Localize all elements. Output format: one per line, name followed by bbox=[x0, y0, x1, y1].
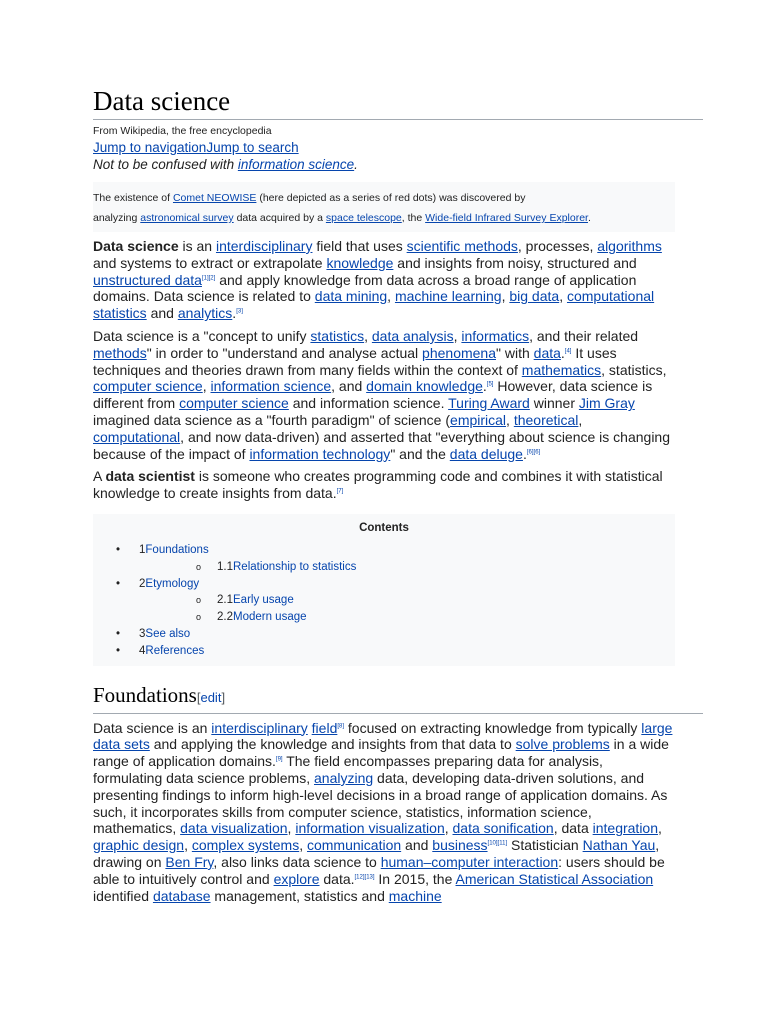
article-link[interactable]: empirical bbox=[450, 411, 507, 428]
image-caption bbox=[93, 182, 675, 232]
toc-label: References bbox=[145, 644, 205, 657]
bracket: [ bbox=[196, 689, 201, 705]
article-link[interactable]: data analysis bbox=[371, 327, 454, 344]
text: field that uses bbox=[312, 238, 407, 254]
citation[interactable]: [6][6] bbox=[526, 448, 541, 455]
toc-number: 2.1 bbox=[217, 594, 233, 607]
toc-link-references[interactable] bbox=[139, 643, 204, 660]
article-link[interactable]: knowledge bbox=[326, 254, 394, 271]
citation[interactable]: [8] bbox=[337, 722, 345, 729]
text: Data science is a "concept to unify bbox=[93, 327, 311, 344]
table-of-contents bbox=[93, 514, 675, 666]
caption-link[interactable]: space telescope bbox=[325, 212, 402, 224]
hatnote bbox=[93, 156, 675, 174]
citation[interactable]: [7] bbox=[336, 488, 344, 495]
bullet-icon: • bbox=[116, 644, 121, 657]
article-link[interactable]: information science bbox=[210, 378, 332, 395]
article-link[interactable]: scientific methods bbox=[406, 238, 518, 254]
text: data, developing data-driven solutions, and presenting findings to inform high-level decisions in a broad range of application domains. As such, it incorporates skills from computer science, statistics, information science, mathematics, bbox=[93, 769, 668, 837]
toc-number: 1 bbox=[139, 543, 146, 556]
text: and bbox=[401, 837, 433, 854]
text: . bbox=[482, 378, 487, 395]
jump-to-search-link[interactable]: Jump to search bbox=[206, 140, 299, 155]
article-link[interactable]: analyzing bbox=[314, 769, 374, 786]
text: , bbox=[364, 327, 372, 344]
text: and information science. bbox=[288, 395, 449, 412]
text: winner bbox=[529, 395, 579, 412]
citation[interactable]: [5] bbox=[486, 381, 494, 388]
text: " with bbox=[496, 344, 534, 361]
toc-item bbox=[93, 559, 675, 576]
text: Statistician bbox=[507, 837, 583, 854]
caption-link[interactable]: Wide-field Infrared Survey Explorer bbox=[425, 212, 588, 224]
edit-section bbox=[197, 690, 225, 705]
citation[interactable]: [3] bbox=[236, 308, 243, 315]
caption-text: data acquired by a bbox=[233, 212, 326, 224]
toc-link-etymology[interactable] bbox=[139, 576, 199, 593]
text: Data science is an bbox=[93, 719, 212, 736]
article-link[interactable]: unstructured data bbox=[93, 271, 202, 288]
article-link[interactable]: data visualization bbox=[180, 820, 288, 837]
article-link[interactable]: Ben Fry bbox=[165, 853, 214, 870]
text: is an bbox=[178, 238, 216, 254]
article-link[interactable]: domain knowledge bbox=[366, 378, 483, 395]
text: and bbox=[146, 305, 178, 322]
text: , and now data-driven) and asserted that "everything about science is changing because of the impact of bbox=[93, 428, 671, 462]
article-link[interactable]: business bbox=[432, 837, 488, 854]
article-link[interactable]: data sets bbox=[93, 736, 150, 753]
toc-link-early-usage[interactable] bbox=[217, 592, 294, 609]
bold-term: data scientist bbox=[105, 468, 195, 485]
text: : users should be able to intuitively control and bbox=[93, 853, 665, 887]
text: identified bbox=[93, 887, 153, 904]
article-link[interactable]: theoretical bbox=[513, 411, 579, 428]
text: , bbox=[506, 411, 514, 428]
article-link[interactable]: informatics bbox=[461, 327, 530, 344]
article-link[interactable]: field bbox=[311, 719, 338, 736]
article-link[interactable]: graphic design bbox=[93, 837, 185, 854]
bullet-icon: • bbox=[116, 627, 121, 640]
text: and insights from noisy, structured and bbox=[393, 254, 637, 271]
text: , bbox=[387, 288, 395, 305]
text: . bbox=[560, 344, 565, 361]
article-link[interactable]: Turing Award bbox=[448, 395, 530, 412]
text: , bbox=[453, 327, 462, 344]
toc-item bbox=[93, 576, 675, 593]
circle-bullet-icon: o bbox=[196, 595, 202, 606]
citation[interactable]: [9] bbox=[275, 756, 283, 763]
text: , and their related bbox=[529, 327, 639, 344]
article-link[interactable]: data bbox=[533, 344, 561, 361]
toc-label: Foundations bbox=[145, 543, 209, 556]
text: However, data science is different from bbox=[93, 378, 653, 412]
bracket: ] bbox=[221, 689, 226, 705]
citation[interactable]: [1][2] bbox=[201, 274, 216, 281]
toc-item bbox=[93, 626, 675, 643]
article-link[interactable]: data sonification bbox=[452, 820, 554, 837]
article-link[interactable]: data deluge bbox=[449, 445, 523, 462]
article-link[interactable]: information technology bbox=[249, 445, 391, 462]
article-link[interactable]: big data bbox=[509, 288, 560, 305]
text: , also links data science to bbox=[213, 853, 381, 870]
section-heading-foundations bbox=[93, 682, 703, 714]
toc-label: Modern usage bbox=[233, 611, 307, 624]
article-link[interactable]: large bbox=[641, 719, 673, 736]
caption-text: The existence of bbox=[93, 192, 173, 204]
article-link[interactable]: computational bbox=[93, 428, 181, 445]
text: , bbox=[202, 378, 211, 395]
toc-link-modern-usage[interactable] bbox=[217, 609, 307, 626]
circle-bullet-icon: o bbox=[196, 561, 202, 572]
article-link[interactable]: computer science bbox=[93, 378, 203, 395]
text: , drawing on bbox=[93, 837, 660, 870]
caption-text: analyzing bbox=[93, 212, 141, 224]
edit-section-link[interactable]: edit bbox=[200, 689, 222, 705]
caption-link[interactable]: astronomical survey bbox=[140, 212, 234, 224]
page-title: Data science bbox=[93, 84, 703, 120]
foundations-paragraph bbox=[93, 720, 675, 905]
text: , bbox=[184, 837, 192, 854]
text: and apply knowledge from data across a broad range of application domains. Data science is related to bbox=[93, 271, 637, 305]
hatnote-text: . bbox=[354, 157, 358, 172]
hatnote-text: Not to be confused with bbox=[93, 157, 238, 172]
article-link[interactable]: methods bbox=[93, 344, 147, 361]
article-link[interactable]: communication bbox=[306, 837, 402, 854]
bold-term: Data science bbox=[93, 238, 179, 254]
toc-number: 2 bbox=[139, 577, 146, 590]
article-link[interactable]: phenomena bbox=[422, 344, 496, 361]
toc-item bbox=[93, 643, 675, 660]
citation[interactable]: [4] bbox=[564, 348, 572, 355]
toc-number: 2.2 bbox=[217, 611, 233, 624]
toc-number: 3 bbox=[139, 627, 146, 640]
text: focused on extracting knowledge from typically bbox=[344, 719, 642, 736]
toc-label: Relationship to statistics bbox=[233, 560, 357, 573]
caption-text: , the bbox=[401, 212, 426, 224]
toc-number: 4 bbox=[139, 644, 146, 657]
text: , bbox=[658, 820, 662, 837]
article-link[interactable]: machine bbox=[388, 887, 442, 904]
text: , bbox=[299, 837, 307, 854]
article-link[interactable]: mathematics bbox=[521, 361, 602, 378]
intro-paragraph-1 bbox=[93, 238, 675, 322]
text: , processes, bbox=[517, 238, 598, 254]
text: imagined data science as a "fourth paradigm" of science ( bbox=[93, 411, 451, 428]
circle-bullet-icon: o bbox=[196, 612, 202, 623]
toc-link-see-also[interactable] bbox=[139, 626, 190, 643]
article-link[interactable]: statistics bbox=[310, 327, 365, 344]
jump-links bbox=[93, 140, 675, 156]
citation[interactable]: [12][13] bbox=[354, 874, 375, 881]
text: , bbox=[578, 411, 583, 428]
text: In 2015, the bbox=[374, 870, 456, 887]
article-link[interactable]: algorithms bbox=[597, 238, 662, 254]
toc-title: Contents bbox=[359, 521, 409, 534]
text: and systems to extract or extrapolate bbox=[93, 254, 327, 271]
article-link[interactable]: computational statistics bbox=[93, 288, 655, 322]
toc-label: Etymology bbox=[145, 577, 200, 590]
text: " in order to "understand and analyse actual bbox=[146, 344, 423, 361]
text: , bbox=[501, 288, 510, 305]
intro-paragraph-3 bbox=[93, 468, 675, 502]
intro-paragraph-2 bbox=[93, 328, 675, 462]
article-link[interactable]: American Statistical Association bbox=[455, 870, 654, 887]
toc-item bbox=[93, 592, 675, 609]
article-link[interactable]: interdisciplinary bbox=[211, 719, 308, 736]
toc-label: See also bbox=[145, 627, 191, 640]
text: . bbox=[522, 445, 527, 462]
text: in a wide range of application domains. bbox=[93, 736, 669, 770]
text: A bbox=[93, 468, 106, 485]
text: is someone who creates programming code and combines it with statistical knowledge to create insights from data. bbox=[93, 468, 663, 502]
article-link[interactable]: solve problems bbox=[515, 736, 610, 753]
text: The field encompasses preparing data for analysis, formulating data science problems, bbox=[93, 753, 603, 786]
citation[interactable]: [10][11] bbox=[487, 840, 508, 847]
text: , bbox=[559, 288, 567, 305]
article-link[interactable]: Jim Gray bbox=[578, 395, 635, 412]
text: management, statistics and bbox=[210, 887, 389, 904]
toc-number: 1.1 bbox=[217, 560, 233, 573]
article-link[interactable]: explore bbox=[273, 870, 320, 887]
toc-link-foundations[interactable] bbox=[139, 542, 209, 559]
article-link[interactable]: integration bbox=[592, 820, 659, 837]
article-link[interactable]: analytics bbox=[177, 305, 233, 322]
toc-label: Early usage bbox=[233, 594, 294, 607]
article-link[interactable]: complex systems bbox=[191, 837, 300, 854]
article-link[interactable]: database bbox=[152, 887, 211, 904]
article-link[interactable]: data mining bbox=[314, 288, 388, 305]
article-content bbox=[93, 84, 675, 904]
text: " and the bbox=[390, 445, 450, 462]
caption-link[interactable]: Comet NEOWISE bbox=[172, 192, 257, 204]
bullet-icon: • bbox=[116, 543, 121, 556]
text: , statistics, bbox=[601, 361, 667, 378]
text: It uses techniques and theories drawn from many fields within the context of bbox=[93, 344, 617, 378]
article-link[interactable]: information visualization bbox=[295, 820, 445, 837]
article-link[interactable]: human–computer interaction bbox=[380, 853, 559, 870]
jump-to-navigation-link[interactable]: Jump to navigation bbox=[93, 140, 207, 155]
toc-item bbox=[93, 542, 675, 559]
article-link[interactable]: computer science bbox=[179, 395, 289, 412]
text: , data bbox=[553, 820, 593, 837]
text: data. bbox=[319, 870, 355, 887]
caption-text: . bbox=[587, 212, 591, 224]
site-tagline: From Wikipedia, the free encyclopedia bbox=[93, 125, 272, 137]
text: , bbox=[287, 820, 296, 837]
text: and applying the knowledge and insights from that data to bbox=[149, 736, 516, 753]
toc-item bbox=[93, 609, 675, 626]
article-link[interactable]: machine learning bbox=[394, 288, 502, 305]
text: . bbox=[232, 305, 237, 322]
article-link[interactable]: Nathan Yau bbox=[582, 837, 656, 854]
toc-link-relationship-to-statistics[interactable] bbox=[217, 559, 356, 576]
hatnote-link[interactable]: information science bbox=[237, 157, 355, 172]
bullet-icon: • bbox=[116, 577, 121, 590]
article-link[interactable]: interdisciplinary bbox=[215, 238, 313, 254]
section-title: Foundations bbox=[93, 682, 197, 707]
caption-text: (here depicted as a series of red dots) was discovered by bbox=[256, 192, 526, 204]
text: , bbox=[444, 820, 453, 837]
text: , and bbox=[331, 378, 367, 395]
